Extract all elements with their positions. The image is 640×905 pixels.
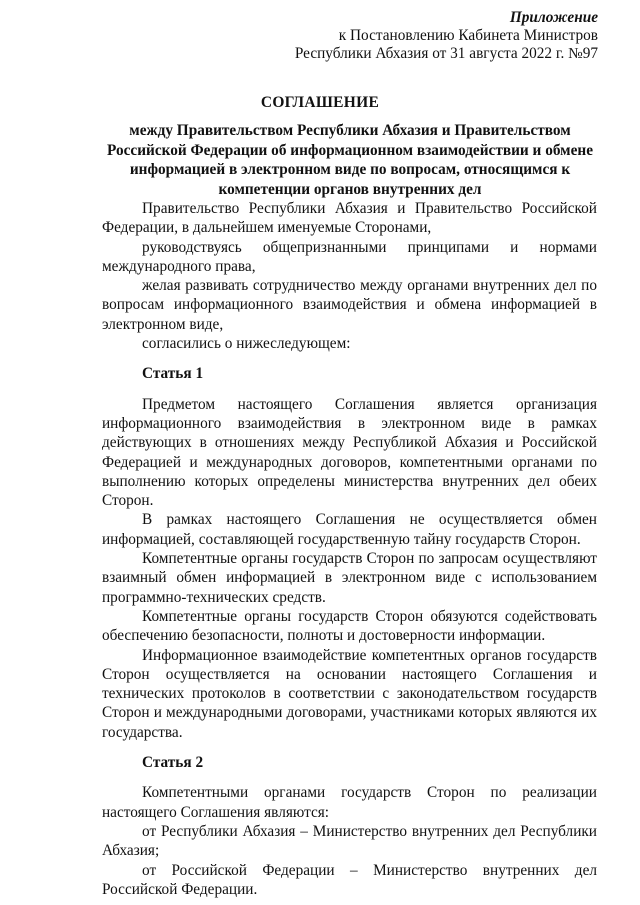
- appendix-header: [295, 9, 598, 63]
- document-body: [102, 199, 597, 899]
- article-1-paragraph: Компетентные органы государств Сторон по запросам осуществляют взаимный обмен информацией в электронном виде с использованием программно-технических средств.: [102, 550, 597, 606]
- intro-paragraph: руководствуясь общепризнанными принципами и нормами международного права,: [102, 238, 597, 275]
- article-1-heading: Статья 1: [142, 365, 204, 383]
- article-1-paragraph: Информационное взаимодействие компетентных органов государств Сторон осуществляется на основании настоящего Соглашения и технических протоколов в соответствии с законодательством государств Сторон и международными договорами, участниками которых являются их государства.: [102, 646, 597, 741]
- article-2-paragraph: от Республики Абхазия – Министерство внутренних дел Республики Абхазия;: [102, 822, 597, 860]
- article-2-paragraph: Компетентными органами государств Сторон по реализации настоящего Соглашения являются:: [102, 784, 597, 821]
- article-2-heading: Статья 2: [142, 754, 204, 772]
- intro-paragraph: желая развивать сотрудничество между органами внутренних дел по вопросам информационного взаимодействия и обмена информацией в электронном виде,: [102, 277, 597, 333]
- article-1-paragraph: Компетентные органы государств Сторон обязуются содействовать обеспечению безопасности, полноты и достоверности информации.: [102, 607, 597, 645]
- intro-paragraph: согласились о нижеследующем:: [142, 335, 351, 353]
- article-2-paragraph: от Российской Федерации – Министерство внутренних дел Российской Федерации.: [102, 861, 597, 898]
- appendix-ref-line-1: к Постановлению Кабинета Министров: [338, 27, 598, 44]
- appendix-title: Приложение: [509, 9, 598, 26]
- intro-paragraph: Правительство Республики Абхазия и Правительство Российской Федерации, в дальнейшем именуемые Сторонами,: [102, 200, 597, 237]
- document-subtitle: между Правительством Республики Абхазия и Правительством Российской Федерации об информационном взаимодействии и обмене информацией в электронном виде по вопросам, относящимся к компетенции органов внутренних дел: [107, 122, 593, 198]
- appendix-ref-line-2: Республики Абхазия от 31 августа 2022 г. №97: [294, 45, 598, 62]
- document-title: СОГЛАШЕНИЕ: [260, 94, 380, 111]
- article-1-paragraph: Предметом настоящего Соглашения является организация информационного взаимодействия в электронном виде в рамках действующих в отношениях между Республикой Абхазия и Российской Федерацией и международных договоров, компетентными органами по выполнению которых определены министерства внутренних дел обеих Сторон.: [102, 395, 597, 510]
- article-1-paragraph: В рамках настоящего Соглашения не осуществляется обмен информацией, составляющей государственную тайну государств Сторон.: [102, 511, 597, 548]
